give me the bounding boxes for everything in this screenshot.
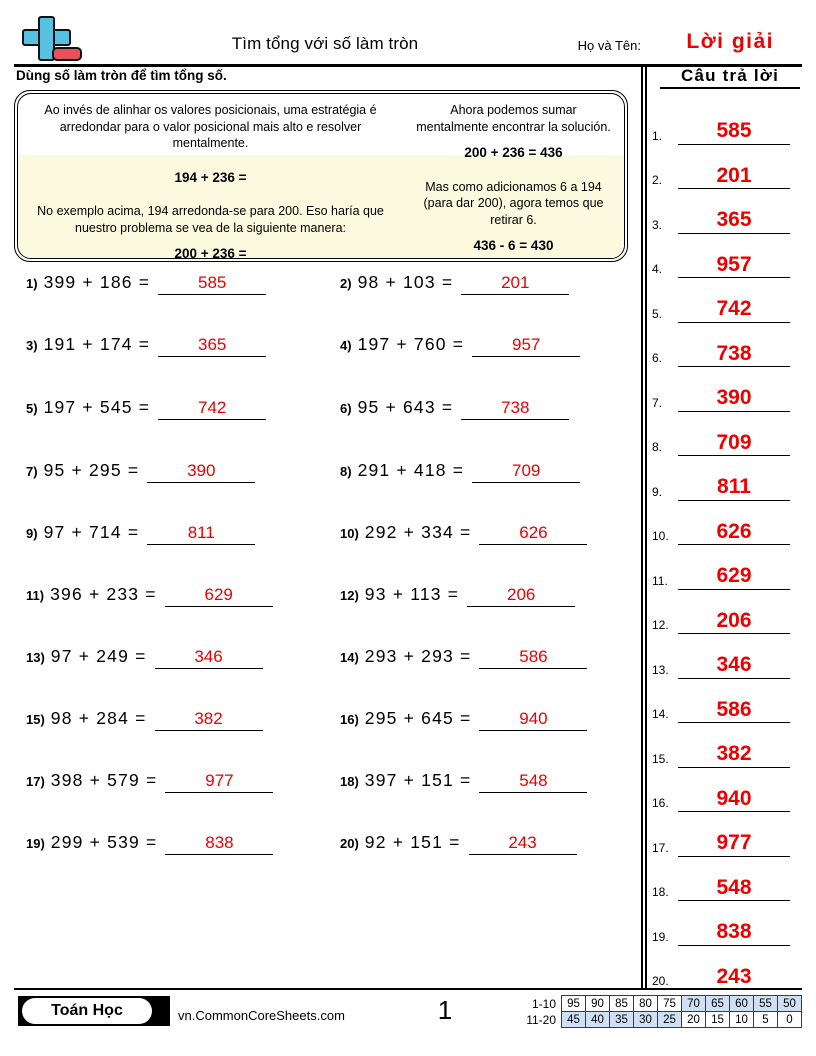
instructions-subtitle: Dùng số làm tròn để tìm tổng số. [16,68,227,83]
problem-number: 10) [340,526,359,541]
answer-key-value[interactable]: 346 [678,654,790,678]
answer-key-row [652,545,802,590]
score-cell: 35 [610,1012,634,1028]
answer-key-index: 11. [652,573,668,588]
problem-answer-blank[interactable]: 738 [461,398,569,420]
score-table-body [525,996,801,1028]
answer-key-value[interactable]: 548 [678,877,790,901]
page-title: Tìm tổng với số làm tròn [231,34,419,53]
score-cell: 25 [658,1012,682,1028]
info-right-equation-2: 436 - 6 = 430 [473,238,554,254]
problem-answer-blank[interactable]: 977 [165,771,273,793]
answer-key-value[interactable]: 365 [678,209,790,233]
answer-key-value[interactable]: 742 [678,298,790,322]
answer-key-index: 7. [652,395,663,410]
problem-answer-blank[interactable]: 243 [469,833,577,855]
answer-key-row [652,723,802,768]
answer-key-index: 14. [652,707,669,721]
problem-expression: 191 + 174 = [43,334,151,354]
page-header [0,0,816,66]
answer-key-row [652,367,802,412]
score-cell: 65 [706,996,730,1012]
answer-key-row [652,901,802,946]
problem-answer-blank[interactable]: 957 [472,335,580,357]
answer-key-index: 12. [652,618,669,632]
problem-answer-blank[interactable]: 838 [165,833,273,855]
plus-minus-icon [16,16,82,64]
answer-key-index: 18. [652,885,669,899]
problem-answer-blank[interactable]: 390 [147,461,255,483]
answer-key-row [652,634,802,679]
answer-key-value[interactable]: 811 [678,476,790,500]
score-cell: 5 [754,1012,778,1028]
answer-key-index: 3. [652,217,663,232]
brand-label: Toán Học [22,998,152,1024]
answer-key-value[interactable]: 243 [678,966,790,990]
problem-expression: 291 + 418 = [357,460,465,480]
website-url: vn.CommonCoreSheets.com [178,1008,345,1023]
answer-key-index: 13. [652,662,669,677]
answer-key-heading: Câu trả lời [660,66,800,89]
answer-key-column [652,100,802,990]
problem-number: 17) [26,774,45,789]
score-cell: 95 [562,996,586,1012]
answer-key-value[interactable]: 586 [678,699,790,723]
problem-number: 16) [340,712,359,727]
answer-key-index: 17. [652,840,669,855]
answer-key-index: 8. [652,440,663,454]
answer-key-row [652,812,802,857]
answer-key-value[interactable]: 940 [678,788,790,812]
answer-key-index: 6. [652,351,663,365]
problem-expression: 293 + 293 = [364,646,472,666]
problem-item [340,397,569,427]
answer-key-value[interactable]: 201 [678,165,790,189]
problem-answer-blank[interactable]: 585 [158,273,266,295]
problem-answer-blank[interactable]: 548 [479,771,587,793]
problem-expression: 92 + 151 = [364,832,461,852]
score-cell: 90 [586,996,610,1012]
answer-key-row [652,946,802,991]
problem-item [340,584,575,614]
score-cell: 75 [658,996,682,1012]
answer-key-index: 10. [652,529,669,543]
answer-key-index: 19. [652,929,669,944]
problem-item [26,397,266,427]
answer-key-value[interactable]: 838 [678,921,790,945]
score-cell: 80 [634,996,658,1012]
problem-item [340,460,580,490]
answer-key-value[interactable]: 382 [678,743,790,767]
problem-item [26,770,273,800]
score-cell: 15 [706,1012,730,1028]
problem-item [340,646,587,676]
answer-key-index: 5. [652,306,663,321]
info-right-paragraph-2: Mas como adicionamos 6 a 194 (para dar 200), agora temos que retirar 6. [423,179,604,227]
score-table-row [525,1012,801,1028]
problem-item [340,770,587,800]
problem-number: 3) [26,338,38,353]
answer-key-row [652,323,802,368]
answer-key-row [652,278,802,323]
answer-key-index: 20. [652,974,669,988]
info-column-left [18,94,403,259]
problem-answer-blank[interactable]: 742 [158,398,266,420]
problem-expression: 97 + 714 = [43,522,140,542]
problem-number: 11) [26,588,45,603]
problem-answer-blank[interactable]: 365 [158,335,266,357]
answer-key-value[interactable]: 390 [678,387,790,411]
score-cell: 45 [562,1012,586,1028]
problem-expression: 197 + 760 = [357,334,465,354]
answer-key-row [652,768,802,813]
score-cell: 30 [634,1012,658,1028]
info-right-equation-1: 200 + 236 = 436 [464,145,563,160]
problem-answer-blank[interactable]: 629 [165,585,273,607]
answer-key-row [652,679,802,724]
problem-number: 20) [340,836,359,851]
problem-expression: 292 + 334 = [364,522,472,542]
score-cell: 10 [730,1012,754,1028]
problem-item [340,522,587,552]
problem-answer-blank[interactable]: 201 [461,273,569,295]
answer-key-value[interactable]: 629 [678,565,790,589]
info-column-right [403,94,624,259]
problem-answer-blank[interactable]: 940 [479,709,587,731]
problem-number: 6) [340,401,352,416]
problem-expression: 93 + 113 = [364,584,460,604]
column-divider [641,66,647,988]
answer-key-row [652,412,802,457]
problem-expression: 299 + 539 = [50,832,158,852]
footer-divider [14,988,802,990]
problem-number: 13) [26,650,45,665]
problem-number: 1) [26,276,38,291]
score-cell: 20 [682,1012,706,1028]
problem-number: 19) [26,836,45,851]
answer-key-index: 4. [652,262,663,276]
problem-expression: 397 + 151 = [364,770,472,790]
info-left-paragraph-1: Ao invés de alinhar os valores posicionais, uma estratégia é arredondar para o valor posicional mais alto e resolver mentalmente. [44,103,377,150]
problem-expression: 98 + 103 = [357,272,454,292]
strategy-info-box [14,90,628,262]
answer-key-row [652,501,802,546]
score-cell: 0 [778,1012,802,1028]
answer-key-value[interactable]: 957 [678,254,790,278]
problem-item [26,708,263,738]
problem-expression: 399 + 186 = [43,272,151,292]
problem-item [26,832,273,862]
problem-number: 8) [340,464,352,479]
problem-item [26,646,263,676]
problem-expression: 396 + 233 = [50,584,157,604]
info-right-paragraph-1: Ahora podemos sumar mentalmente encontrar la solución. [416,103,611,134]
answer-key-row [652,590,802,635]
problem-expression: 398 + 579 = [50,770,158,790]
problem-number: 9) [26,526,38,541]
problem-number: 4) [340,338,352,353]
problem-item [26,272,266,302]
problem-answer-blank[interactable]: 709 [472,461,580,483]
problem-expression: 98 + 284 = [50,708,147,728]
score-cell: 70 [682,996,706,1012]
problem-expression: 295 + 645 = [364,708,472,728]
name-field-label: Họ và Tên: [577,38,641,53]
score-row-label: 11-20 [526,1012,556,1027]
answer-key-index: 1. [652,128,663,143]
problem-answer-blank[interactable]: 382 [155,709,263,731]
problem-number: 5) [26,401,38,416]
answer-key-value[interactable]: 709 [678,432,790,456]
problem-number: 2) [340,276,352,291]
answer-key-row [652,456,802,501]
problem-item [26,584,273,614]
problem-item [340,708,587,738]
score-cell: 55 [754,996,778,1012]
problem-item [26,460,255,490]
answer-key-index: 9. [652,484,663,499]
strategy-info-box-inner [17,93,625,259]
problem-expression: 95 + 295 = [43,460,140,480]
score-cell: 40 [586,1012,610,1028]
problem-number: 12) [340,588,359,603]
problem-item [340,832,577,862]
answer-key-row [652,189,802,234]
answer-key-value[interactable]: 738 [678,343,790,367]
score-conversion-table [525,995,802,1028]
problem-answer-blank[interactable]: 626 [479,523,587,545]
score-cell: 50 [778,996,802,1012]
answer-key-row [652,857,802,902]
problem-expression: 197 + 545 = [43,397,151,417]
problem-item [26,522,255,552]
answer-key-row [652,100,802,145]
problem-number: 18) [340,774,359,789]
answer-key-row [652,234,802,279]
answer-key-index: 2. [652,173,663,187]
score-table-row [525,996,801,1012]
answer-key-row [652,145,802,190]
minus-bar [52,47,82,61]
name-field-value: Lời giải [686,30,774,53]
info-left-paragraph-2: No exemplo acima, 194 arredonda-se para 200. Eso haría que nuestro problema se vea de la siguiente manera: [37,204,384,235]
problem-number: 15) [26,712,45,727]
info-left-equation-1: 194 + 236 = [174,169,247,185]
score-cell: 85 [610,996,634,1012]
problem-number: 14) [340,650,359,665]
answer-key-value[interactable]: 585 [678,120,790,144]
score-row-label: 1-10 [531,996,556,1011]
problem-expression: 95 + 643 = [357,397,454,417]
problem-number: 7) [26,464,38,479]
answer-key-value[interactable]: 626 [678,521,790,545]
problem-answer-blank[interactable]: 586 [479,647,587,669]
page-number: 1 [437,995,453,1025]
problem-answer-blank[interactable]: 811 [147,523,255,545]
problem-item [340,272,569,302]
problems-grid [10,272,636,892]
problem-item [26,334,266,364]
problem-answer-blank[interactable]: 346 [155,647,263,669]
answer-key-value[interactable]: 206 [678,610,790,634]
problem-expression: 97 + 249 = [50,646,147,666]
score-cell: 60 [730,996,754,1012]
answer-key-index: 15. [652,751,669,766]
problem-answer-blank[interactable]: 206 [467,585,575,607]
answer-key-value[interactable]: 977 [678,832,790,856]
answer-key-index: 16. [652,796,669,810]
info-left-equation-2: 200 + 236 = [174,246,247,259]
problem-item [340,334,580,364]
